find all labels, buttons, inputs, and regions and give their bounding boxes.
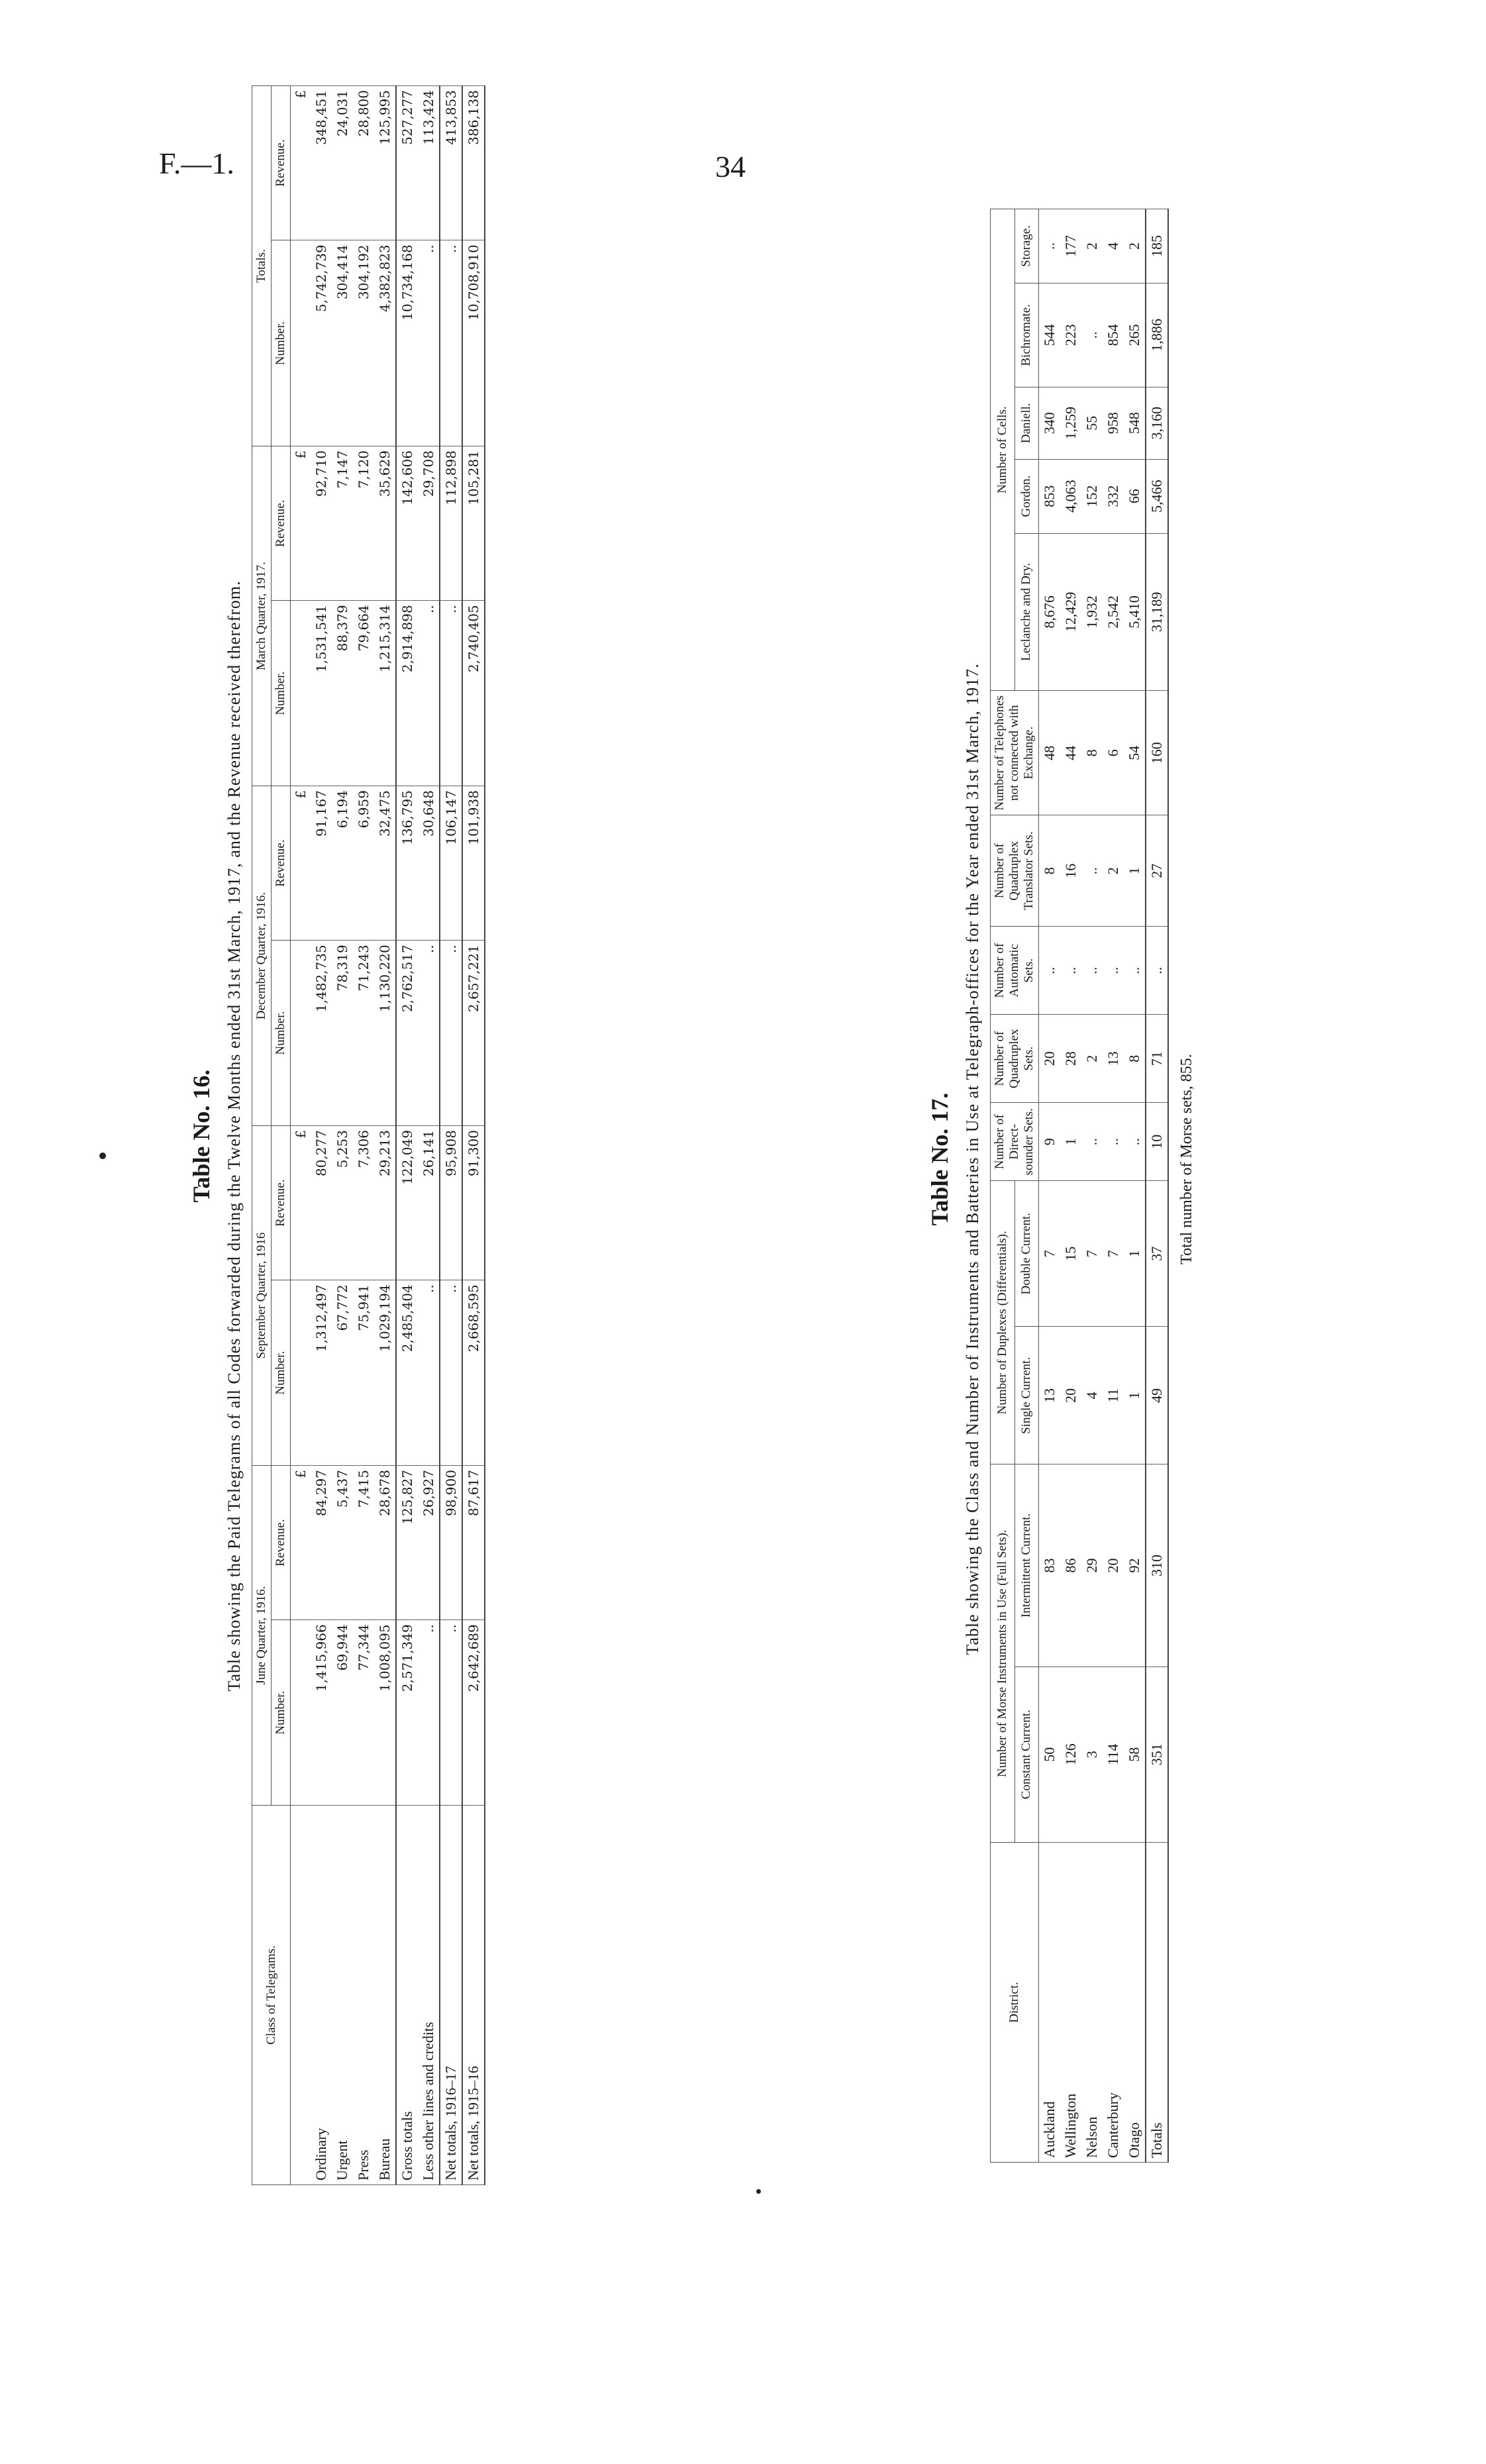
cell-value: 55 (1081, 387, 1103, 459)
table-17-number: Table No. 17. (926, 1092, 953, 1226)
table-row (418, 86, 440, 2185)
district-label: Wellington (1060, 1843, 1081, 2163)
table-row (440, 86, 462, 2185)
cell-value: 10,734,168 (396, 240, 418, 446)
cell-value: .. (440, 941, 462, 1126)
cell-value: 4,382,823 (374, 240, 396, 446)
cell-value: 15 (1060, 1181, 1081, 1327)
cell-value: 2 (1081, 1015, 1103, 1103)
cell-value: 1,215,314 (374, 601, 396, 786)
cell-value: 5,437 (332, 1466, 353, 1620)
cell-value: .. (418, 1620, 440, 1806)
cell-value: 177 (1060, 209, 1081, 283)
cell-value: 1,130,220 (374, 941, 396, 1126)
cell-value: 32,475 (374, 786, 396, 941)
cell-value: 24,031 (332, 86, 353, 240)
cell-value: 29,213 (374, 1126, 396, 1280)
cell-value: 386,138 (462, 86, 485, 240)
table-row (1039, 209, 1061, 2163)
cell-value: 7 (1039, 1181, 1061, 1327)
cell-value: 223 (1060, 283, 1081, 387)
cell-value: 88,379 (332, 601, 353, 786)
duplex-group-header: Number of Duplexes (Differentials). (991, 1181, 1015, 1464)
cell-value: .. (440, 601, 462, 786)
cell-value: 10,708,910 (462, 240, 485, 446)
cell-value: 1 (1060, 1103, 1081, 1181)
cell-value: 71,243 (353, 941, 374, 1126)
telephones-header: Number of Telephones not connected with Exchange. (991, 691, 1039, 815)
cell-value: 7,415 (353, 1466, 374, 1620)
cell-value: 105,281 (462, 446, 485, 601)
cell-value: 7,147 (332, 446, 353, 601)
table-row (1060, 209, 1081, 2163)
pound-sign: £ (291, 1126, 311, 1280)
cell-value: 6,959 (353, 786, 374, 941)
cell-value: 78,319 (332, 941, 353, 1126)
cell-value: 113,424 (418, 86, 440, 240)
blank-cell (291, 601, 311, 786)
cell-value: 106,147 (440, 786, 462, 941)
group-header: Totals. (252, 86, 272, 446)
cell-value: 2,485,404 (396, 1280, 418, 1466)
constant-current-header: Constant Current. (1015, 1667, 1039, 1842)
cell-value: .. (1060, 927, 1081, 1015)
cell-value: 27 (1146, 815, 1168, 927)
cell-value: 54 (1124, 691, 1146, 815)
cell-value: 548 (1124, 387, 1146, 459)
intermittent-current-header: Intermittent Current. (1015, 1464, 1039, 1667)
table-row (462, 86, 485, 2185)
page-number: 34 (715, 150, 746, 183)
cell-value: 67,772 (332, 1280, 353, 1466)
cell-value: 122,049 (396, 1126, 418, 1280)
cell-value: .. (1103, 927, 1124, 1015)
cell-value: 853 (1039, 459, 1061, 533)
table-row (1103, 209, 1124, 2163)
cell-value: 304,192 (353, 240, 374, 446)
cell-value: 310 (1146, 1464, 1168, 1667)
table-16-title: Table showing the Paid Telegrams of all Codes forwarded during the Twelve Months ended 31st March, 1917, and the Revenue received therefrom. (224, 580, 244, 1692)
group-header: December Quarter, 1916. (252, 786, 272, 1126)
cell-value: 31,189 (1146, 533, 1168, 691)
cell-value: 29 (1081, 1464, 1103, 1667)
gordon-header: Gordon. (1015, 459, 1039, 533)
cell-value: 20 (1103, 1464, 1124, 1667)
cell-value: 86 (1060, 1464, 1081, 1667)
leclanche-header: Leclanche and Dry. (1015, 533, 1039, 691)
cell-value: 69,944 (332, 1620, 353, 1806)
storage-header: Storage. (1015, 209, 1039, 283)
cell-value: .. (1146, 927, 1168, 1015)
cell-value: 16 (1060, 815, 1081, 927)
table-row (311, 86, 332, 2185)
revenue-subheader: Revenue. (272, 1126, 291, 1280)
cell-value: 26,141 (418, 1126, 440, 1280)
cell-value: 8 (1081, 691, 1103, 815)
number-subheader: Number. (272, 1280, 291, 1466)
cell-value: .. (418, 240, 440, 446)
quadruplex-header: Number of Quadruplex Sets. (991, 1015, 1039, 1103)
cell-value: 348,451 (311, 86, 332, 240)
cell-value: 2,542 (1103, 533, 1124, 691)
cell-value: 2 (1124, 209, 1146, 283)
cell-value: 10 (1146, 1103, 1168, 1181)
cell-value: 30,648 (418, 786, 440, 941)
ink-dot (99, 1153, 106, 1159)
cell-value: 2,668,595 (462, 1280, 485, 1466)
cell-value: .. (418, 1280, 440, 1466)
cell-value: 854 (1103, 283, 1124, 387)
cell-value: 1 (1124, 815, 1146, 927)
cell-value: 5,253 (332, 1126, 353, 1280)
revenue-subheader: Revenue. (272, 1466, 291, 1620)
cell-value: 37 (1146, 1181, 1168, 1327)
cell-value: 20 (1039, 1015, 1061, 1103)
double-current-header: Double Current. (1015, 1181, 1039, 1327)
cell-value: 44 (1060, 691, 1081, 815)
cell-value: .. (1081, 283, 1103, 387)
cell-value: .. (440, 240, 462, 446)
cell-value: 7,306 (353, 1126, 374, 1280)
cell-value: 125,827 (396, 1466, 418, 1620)
cell-value: 35,629 (374, 446, 396, 601)
cell-value: 8 (1039, 815, 1061, 927)
cell-value: .. (1103, 1103, 1124, 1181)
row-label: Press (353, 1806, 374, 2185)
cell-value: 7 (1103, 1181, 1124, 1327)
cell-value: 136,795 (396, 786, 418, 941)
row-label: Bureau (374, 1806, 396, 2185)
number-subheader: Number. (272, 1620, 291, 1806)
cell-value: 12,429 (1060, 533, 1081, 691)
cell-value: 185 (1146, 209, 1168, 283)
cell-value: 340 (1039, 387, 1061, 459)
revenue-subheader: Revenue. (272, 86, 291, 240)
cell-value: 87,617 (462, 1466, 485, 1620)
group-header: June Quarter, 1916. (252, 1466, 272, 1806)
group-header: September Quarter, 1916 (252, 1126, 272, 1466)
row-label: Net totals, 1916–17 (440, 1806, 462, 2185)
table-16-number: Table No. 16. (188, 1069, 215, 1203)
cell-value: .. (440, 1280, 462, 1466)
cell-value: .. (418, 941, 440, 1126)
cell-value: 4,063 (1060, 459, 1081, 533)
cell-value: 66 (1124, 459, 1146, 533)
page-header-left: F.—1. (159, 146, 234, 180)
row-label: Ordinary (311, 1806, 332, 2185)
cell-value: 75,941 (353, 1280, 374, 1466)
cell-value: 1,008,095 (374, 1620, 396, 1806)
cell-value: 1,886 (1146, 283, 1168, 387)
cell-value: .. (440, 1620, 462, 1806)
table-16-block (185, 83, 609, 2189)
cell-value: 1 (1124, 1327, 1146, 1464)
class-of-telegrams-header: Class of Telegrams. (252, 1806, 291, 2185)
table-17-block (924, 129, 1334, 2189)
cell-value: 98,900 (440, 1466, 462, 1620)
cell-value: 92 (1124, 1464, 1146, 1667)
cell-value: 8,676 (1039, 533, 1061, 691)
revenue-subheader: Revenue. (272, 786, 291, 941)
cell-value: 71 (1146, 1015, 1168, 1103)
cell-value: 58 (1124, 1667, 1146, 1842)
district-label: Otago (1124, 1843, 1146, 2163)
cell-value: .. (1124, 927, 1146, 1015)
cell-value: 9 (1039, 1103, 1061, 1181)
cell-value: 13 (1103, 1015, 1124, 1103)
cell-value: 101,938 (462, 786, 485, 941)
cell-value: 160 (1146, 691, 1168, 815)
cell-value: .. (1039, 209, 1061, 283)
cell-value: 79,664 (353, 601, 374, 786)
cell-value: 1 (1124, 1181, 1146, 1327)
cell-value: 92,710 (311, 446, 332, 601)
morse-group-header: Number of Morse Instruments in Use (Full Sets). (991, 1464, 1015, 1843)
cell-value: 28,678 (374, 1466, 396, 1620)
cell-value: 2,762,517 (396, 941, 418, 1126)
row-label-blank (291, 1806, 311, 2185)
cell-value: 8 (1124, 1015, 1146, 1103)
cell-value: 2,642,689 (462, 1620, 485, 1806)
cell-value: 49 (1146, 1327, 1168, 1464)
cell-value: .. (1124, 1103, 1146, 1181)
cell-value: 7,120 (353, 446, 374, 601)
cell-value: 5,466 (1146, 459, 1168, 533)
table-row (1146, 209, 1168, 2163)
cell-value: 1,029,194 (374, 1280, 396, 1466)
cell-value: 304,414 (332, 240, 353, 446)
cells-group-header: Number of Cells. (991, 209, 1015, 691)
number-subheader: Number. (272, 601, 291, 786)
pound-sign: £ (291, 86, 311, 240)
cell-value: 91,300 (462, 1126, 485, 1280)
cell-value: 413,853 (440, 86, 462, 240)
cell-value: 4 (1081, 1327, 1103, 1464)
cell-value: 20 (1060, 1327, 1081, 1464)
cell-value: .. (1081, 1103, 1103, 1181)
cell-value: 6 (1103, 691, 1124, 815)
table-17 (990, 209, 1169, 2163)
cell-value: 2 (1103, 815, 1124, 927)
cell-value: 125,995 (374, 86, 396, 240)
cell-value: 544 (1039, 283, 1061, 387)
row-label: Urgent (332, 1806, 353, 2185)
table-row (396, 86, 418, 2185)
cell-value: 3,160 (1146, 387, 1168, 459)
cell-value: .. (418, 601, 440, 786)
table-row (1081, 209, 1103, 2163)
cell-value: 152 (1081, 459, 1103, 533)
single-current-header: Single Current. (1015, 1327, 1039, 1464)
row-label: Net totals, 1915–16 (462, 1806, 485, 2185)
cell-value: 7 (1081, 1181, 1103, 1327)
blank-cell (291, 1620, 311, 1806)
cell-value: 1,312,497 (311, 1280, 332, 1466)
cell-value: 26,927 (418, 1466, 440, 1620)
district-header: District. (991, 1843, 1039, 2163)
direct-sounder-header: Number of Direct-sounder Sets. (991, 1103, 1039, 1181)
cell-value: 112,898 (440, 446, 462, 601)
cell-value: 114 (1103, 1667, 1124, 1842)
cell-value: 2,571,349 (396, 1620, 418, 1806)
daniell-header: Daniell. (1015, 387, 1039, 459)
number-subheader: Number. (272, 941, 291, 1126)
cell-value: 95,908 (440, 1126, 462, 1280)
cell-value: .. (1081, 815, 1103, 927)
blank-cell (291, 240, 311, 446)
cell-value: 4 (1103, 209, 1124, 283)
cell-value: 28 (1060, 1015, 1081, 1103)
cell-value: 332 (1103, 459, 1124, 533)
pound-sign: £ (291, 1466, 311, 1620)
translator-header: Number of Quadruplex Translator Sets. (991, 815, 1039, 927)
cell-value: 142,606 (396, 446, 418, 601)
cell-value: 83 (1039, 1464, 1061, 1667)
table-16 (252, 85, 485, 2185)
table-row (374, 86, 396, 2185)
pound-sign: £ (291, 786, 311, 941)
table-row (353, 86, 374, 2185)
cell-value: .. (1081, 927, 1103, 1015)
cell-value: 3 (1081, 1667, 1103, 1842)
cell-value: 527,277 (396, 86, 418, 240)
cell-value: 1,482,735 (311, 941, 332, 1126)
cell-value: 2,740,405 (462, 601, 485, 786)
blank-cell (291, 1280, 311, 1466)
group-header: March Quarter, 1917. (252, 446, 272, 786)
cell-value: 91,167 (311, 786, 332, 941)
district-label: Totals (1146, 1843, 1168, 2163)
cell-value: 2,914,898 (396, 601, 418, 786)
blank-cell (291, 941, 311, 1126)
cell-value: 1,932 (1081, 533, 1103, 691)
district-label: Auckland (1039, 1843, 1061, 2163)
cell-value: 77,344 (353, 1620, 374, 1806)
cell-value: 351 (1146, 1667, 1168, 1842)
cell-value: 1,531,541 (311, 601, 332, 786)
pound-sign: £ (291, 446, 311, 601)
number-subheader: Number. (272, 240, 291, 446)
cell-value: 126 (1060, 1667, 1081, 1842)
cell-value: 2 (1081, 209, 1103, 283)
table-row (1124, 209, 1146, 2163)
automatic-header: Number of Automatic Sets. (991, 927, 1039, 1015)
cell-value: 1,259 (1060, 387, 1081, 459)
cell-value: 29,708 (418, 446, 440, 601)
cell-value: 48 (1039, 691, 1061, 815)
row-label: Gross totals (396, 1806, 418, 2185)
table-17-footnote: Total number of Morse sets, 855. (1178, 1054, 1195, 1264)
table-row (332, 86, 353, 2185)
cell-value: 13 (1039, 1327, 1061, 1464)
pound-row (291, 86, 311, 2185)
table-17-title: Table showing the Class and Number of Instruments and Batteries in Use at Telegraph-offices for the Year ended 31st March, 1917. (963, 663, 982, 1655)
district-label: Nelson (1081, 1843, 1103, 2163)
cell-value: 5,742,739 (311, 240, 332, 446)
district-label: Canterbury (1103, 1843, 1124, 2163)
cell-value: 6,194 (332, 786, 353, 941)
cell-value: 50 (1039, 1667, 1061, 1842)
cell-value: 2,657,221 (462, 941, 485, 1126)
cell-value: 5,410 (1124, 533, 1146, 691)
cell-value: 265 (1124, 283, 1146, 387)
cell-value: .. (1039, 927, 1061, 1015)
cell-value: 84,297 (311, 1466, 332, 1620)
revenue-subheader: Revenue. (272, 446, 291, 601)
cell-value: 80,277 (311, 1126, 332, 1280)
cell-value: 958 (1103, 387, 1124, 459)
ink-dot (756, 2189, 761, 2194)
row-label: Less other lines and credits (418, 1806, 440, 2185)
bichromate-header: Bichromate. (1015, 283, 1039, 387)
cell-value: 1,415,966 (311, 1620, 332, 1806)
cell-value: 28,800 (353, 86, 374, 240)
cell-value: 11 (1103, 1327, 1124, 1464)
